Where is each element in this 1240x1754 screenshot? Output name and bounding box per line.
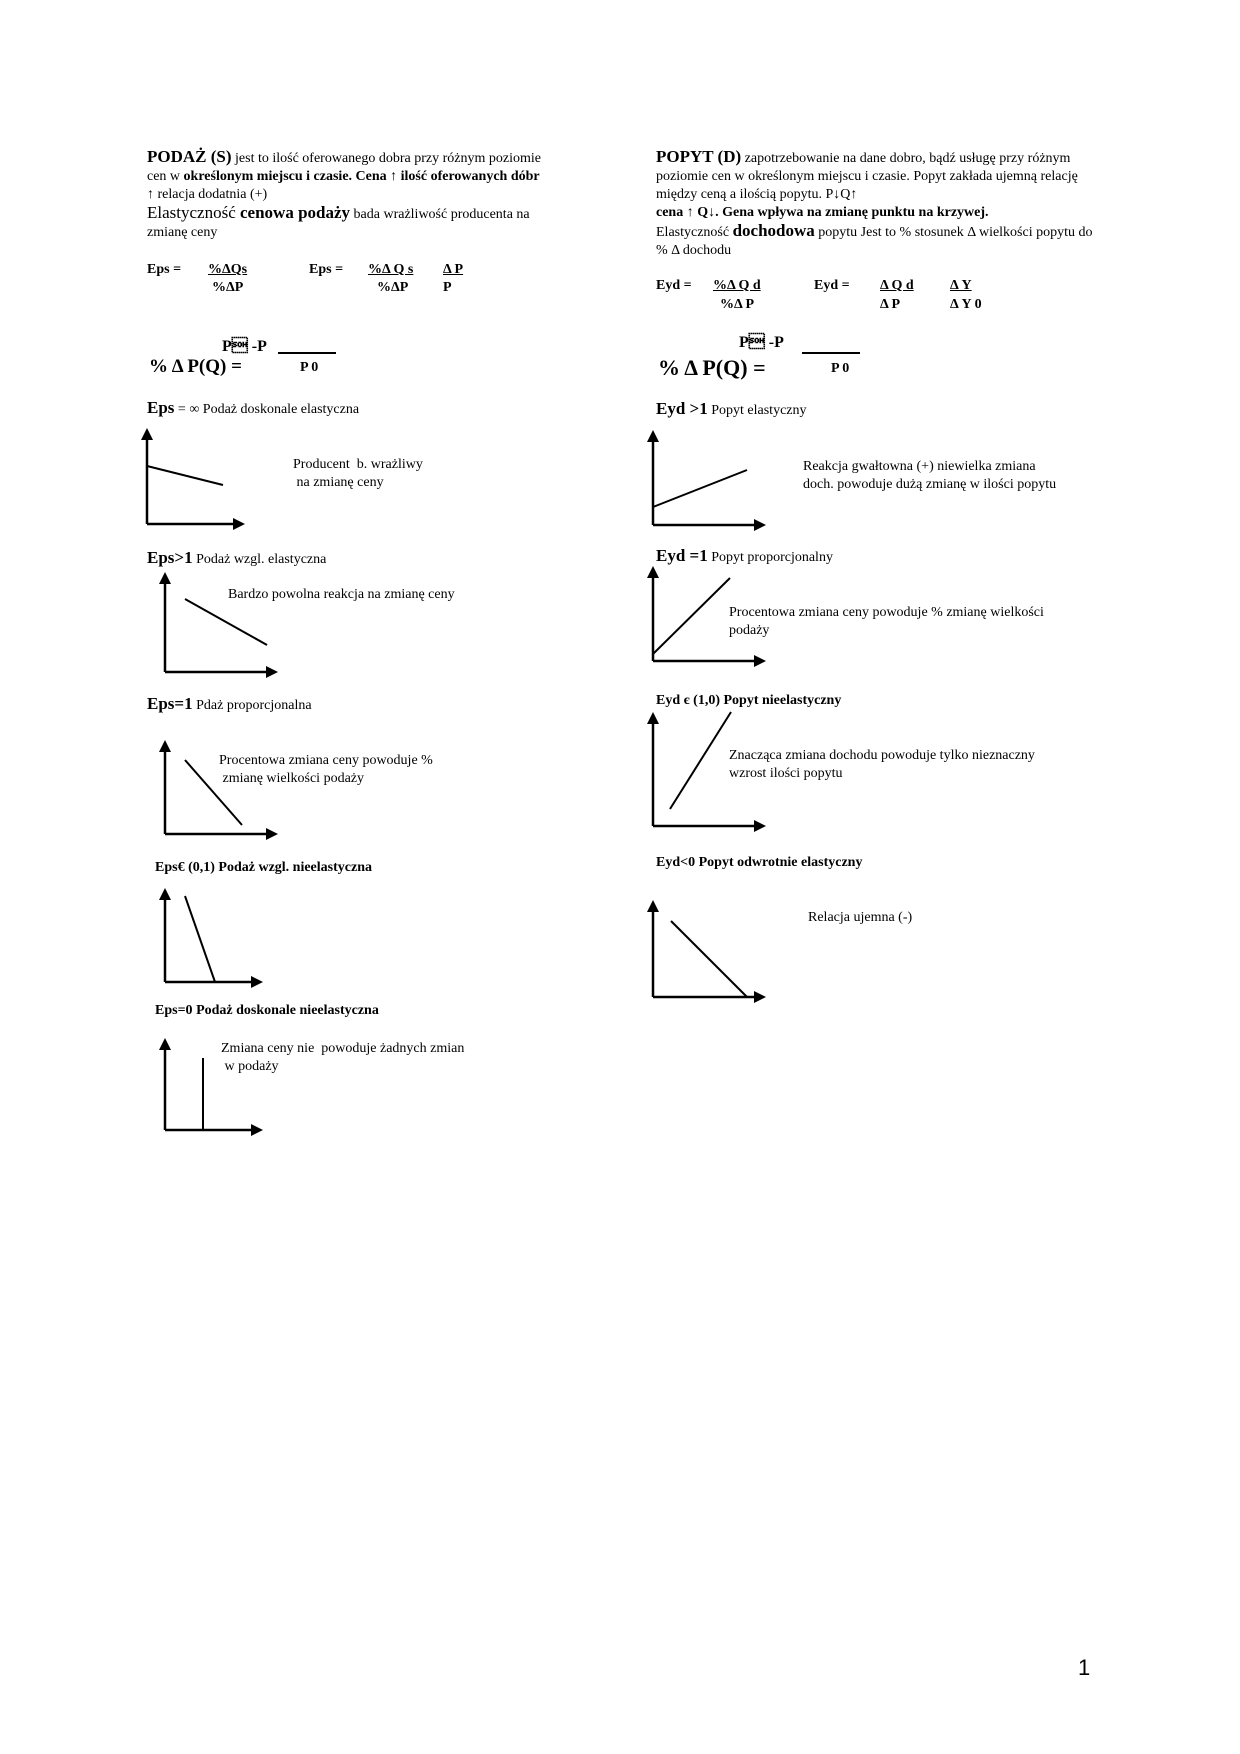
eyd-formula-2-den2: Δ Y 0 bbox=[950, 297, 982, 312]
supply-heading: PODAŻ (S) bbox=[147, 147, 232, 166]
eyd-gt1-graph bbox=[643, 430, 768, 530]
eps-0-label: Eps=0 Podaż doskonale nieelastyczna bbox=[155, 1003, 379, 1018]
pct-change-den-right: P 0 bbox=[831, 361, 850, 376]
eps-formula-2-den2: P bbox=[443, 280, 452, 295]
eps-formula-1-den: %ΔP bbox=[212, 280, 244, 295]
fraction-bar bbox=[802, 352, 860, 354]
eyd-0-1-desc: Znacząca zmiana dochodu powoduje tylko nieznaczny wzrost ilości popytu bbox=[729, 748, 1035, 781]
eyd-formula-2-lhs: Eyd = bbox=[814, 278, 850, 293]
eps-gt1-desc: Bardzo powolna reakcja na zmianę ceny bbox=[228, 587, 455, 602]
eps-formula-2-num2: Δ P bbox=[443, 262, 464, 277]
pct-change-top-right: P -P bbox=[739, 334, 784, 351]
eyd-eq1-desc: Procentowa zmiana ceny powoduje % zmianę wielkości podaży bbox=[729, 605, 1044, 638]
eyd-0-1-label: Eyd є (1,0) Popyt nieelastyczny bbox=[656, 693, 842, 708]
eps-eq1-desc: Procentowa zmiana ceny powoduje % zmianę wielkości podaży bbox=[219, 753, 433, 786]
eyd-eq1-label: Eyd =1 Popyt proporcjonalny bbox=[656, 546, 833, 565]
page-number: 1 bbox=[1078, 1655, 1091, 1680]
eps-gt1-label: Eps>1 Podaż wzgl. elastyczna bbox=[147, 548, 327, 567]
eyd-gt1-desc: Reakcja gwałtowna (+) niewielka zmiana doch. powoduje dużą zmianę w ilości popytu bbox=[803, 459, 1057, 492]
supply-intro: PODAŻ (S) jest to ilość oferowanego dobra przy różnym poziomie cen w określonym miejscu i czasie. Cena ↑ ilość oferowanych dóbr ↑ relacja dodatnia (+) Elastyczność cenowa podaży bada wrażliwość producenta na zmianę ceny bbox=[147, 147, 541, 240]
eps-formula-2-lhs: Eps = bbox=[309, 262, 344, 277]
eyd-formula-2-num1: Δ Q d bbox=[880, 278, 914, 293]
eyd-formula-1-lhs: Eyd = bbox=[656, 278, 692, 293]
eyd-neg-graph bbox=[643, 900, 768, 1005]
eps-formula-2-den1: %ΔP bbox=[377, 280, 409, 295]
eyd-formula-1-den: %Δ P bbox=[720, 297, 755, 312]
eps-eq1-label: Eps=1 Pdaż proporcjonalna bbox=[147, 694, 312, 713]
eps-0-1-label: Eps€ (0,1) Podaż wzgl. nieelastyczna bbox=[155, 860, 372, 875]
eyd-formula-2-num2: Δ Y bbox=[950, 278, 972, 293]
eyd-formula-1-num: %Δ Q d bbox=[713, 278, 761, 293]
eps-0-desc: Zmiana ceny nie powoduje żadnych zmian w podaży bbox=[221, 1041, 465, 1074]
pct-change-den-left: P 0 bbox=[300, 360, 319, 375]
eyd-gt1-label: Eyd >1 Popyt elastyczny bbox=[656, 399, 807, 418]
eps-formula-2-num1: %Δ Q s bbox=[368, 262, 414, 277]
eps-infinite-graph bbox=[135, 428, 245, 528]
pct-change-lhs-left: % Δ P(Q) = bbox=[149, 356, 242, 377]
eyd-neg-label: Eyd<0 Popyt odwrotnie elastyczny bbox=[656, 855, 863, 870]
eyd-neg-desc: Relacja ujemna (-) bbox=[808, 910, 913, 925]
demand-heading: POPYT (D) bbox=[656, 147, 742, 166]
eps-0-1-graph bbox=[155, 888, 265, 988]
eps-infinite-desc: Producent b. wrażliwy na zmianę ceny bbox=[293, 457, 423, 490]
eps-formula-1-num: %ΔQs bbox=[208, 262, 248, 277]
demand-intro: POPYT (D) zapotrzebowanie na dane dobro, bądź usługę przy różnym poziomie cen w określonym miejscu i czasie. Popyt zakłada ujemną relację między ceną a ilością popytu. P↓Q↑ cena ↑ Q↓. Gena wpływa na zmianę punktu na krzywej. Elastyczność dochodowa popytu Jest to % stosunek Δ wielkości popytu do % Δ dochodu bbox=[656, 147, 1093, 258]
eyd-formula-2-den1: Δ P bbox=[880, 297, 901, 312]
eps-infinite-label: Eps = ∞ Podaż doskonale elastyczna bbox=[147, 398, 360, 417]
fraction-bar bbox=[278, 352, 336, 354]
pct-change-lhs-right: % Δ P(Q) = bbox=[658, 355, 766, 380]
eps-formula-1-lhs: Eps = bbox=[147, 262, 182, 277]
pct-change-top-left: P -P bbox=[222, 338, 267, 355]
